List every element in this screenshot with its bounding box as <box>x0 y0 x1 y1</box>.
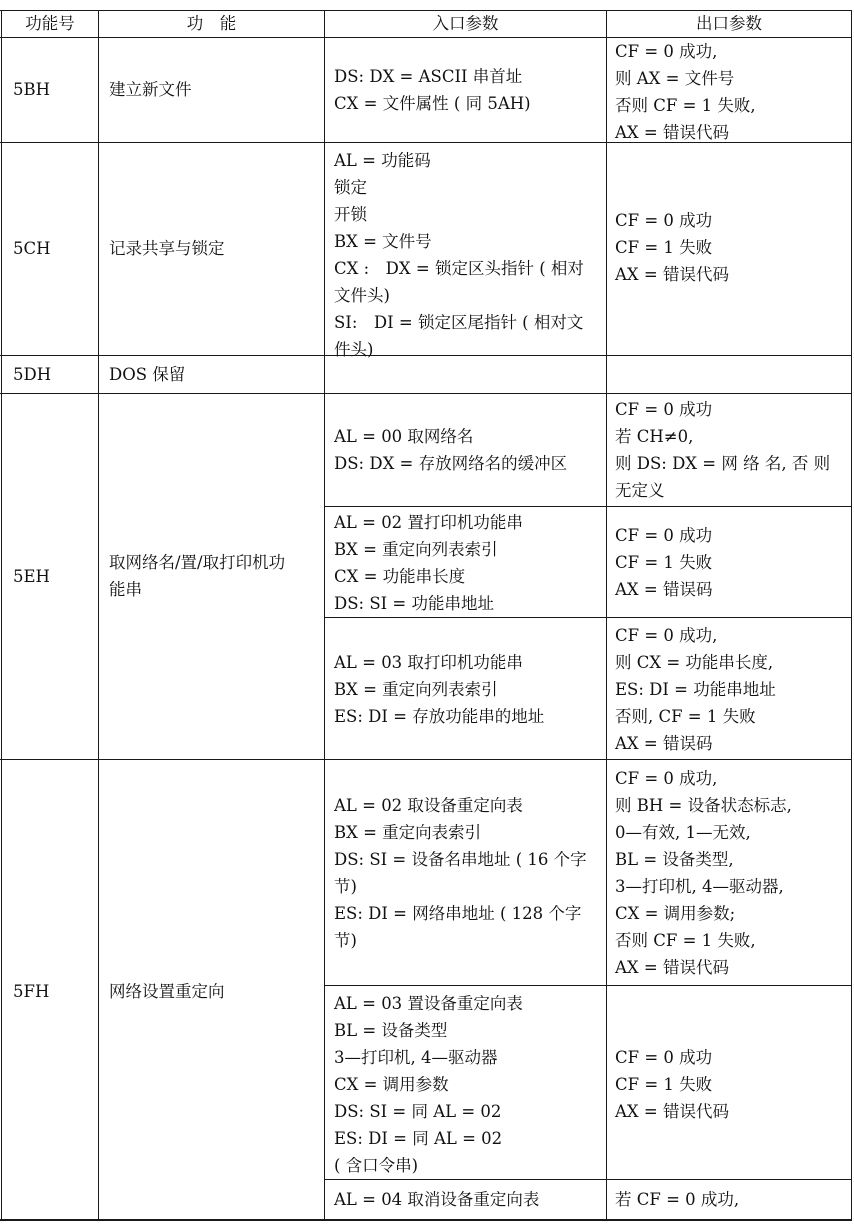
text-line: BX = 重定向列表索引 <box>334 680 498 699</box>
text-line: 文件头) <box>334 286 390 305</box>
column-rule <box>606 10 607 1220</box>
row-rule <box>325 617 852 618</box>
text-line: 网络设置重定向 <box>109 982 225 1001</box>
header-function: 功 能 <box>186 14 237 33</box>
text-line: 否则 CF = 1 失败, <box>615 96 756 115</box>
text-line: BL = 设备类型 <box>334 1021 448 1040</box>
input-cell <box>334 509 523 617</box>
text-line: DOS 保留 <box>109 365 186 384</box>
text-line: AX = 错误代码 <box>615 1102 729 1121</box>
input-cell <box>334 423 567 477</box>
text-line: 否则, CF = 1 失败 <box>615 707 756 726</box>
text-line: CF = 1 失败 <box>615 553 713 572</box>
input-cell <box>334 1186 539 1213</box>
text-line: ES: DI = 存放功能串的地址 <box>334 707 545 726</box>
text-line: DS: SI = 同 AL = 02 <box>334 1102 502 1121</box>
function-cell <box>109 978 225 1005</box>
text-line: ES: DI = 功能串地址 <box>615 680 776 699</box>
function-cell <box>109 235 225 262</box>
text-line: CF = 1 失败 <box>615 1075 713 1094</box>
output-cell <box>615 1186 739 1213</box>
text-line: AL = 03 取打印机功能串 <box>334 653 523 672</box>
output-cell <box>615 207 729 288</box>
text-line: BX = 文件号 <box>334 232 432 251</box>
text-line: AL = 02 取设备重定向表 <box>334 796 523 815</box>
text-line: BX = 重定向表索引 <box>334 823 482 842</box>
output-cell <box>615 765 792 981</box>
text-line: 若 CH≠0, <box>615 427 694 446</box>
text-line: CX = 调用参数 <box>334 1075 449 1094</box>
input-cell <box>334 147 584 363</box>
text-line: ES: DI = 网络串地址 ( 128 个字 <box>334 904 582 923</box>
header-output: 出口参数 <box>696 14 762 33</box>
output-cell <box>615 396 830 504</box>
code-cell: 5BH <box>13 80 51 99</box>
text-line: CF = 0 成功, <box>615 626 718 645</box>
text-line: 否则 CF = 1 失败, <box>615 931 756 950</box>
column-rule <box>324 10 325 1220</box>
text-line: DS: DX = ASCII 串首址 <box>334 67 523 86</box>
text-line: DS: SI = 设备名串地址 ( 16 个字 <box>334 850 587 869</box>
row-rule <box>0 393 852 394</box>
input-cell <box>334 792 587 954</box>
column-rule <box>98 10 99 1220</box>
output-cell <box>615 622 776 757</box>
text-line: CX = 调用参数; <box>615 904 736 923</box>
text-line: CF = 0 成功 <box>615 211 713 230</box>
text-line: AX = 错误代码 <box>615 958 729 977</box>
text-line: SI: DI = 锁定区尾指针 ( 相对文 <box>334 313 584 332</box>
text-line: 则 DS: DX = 网 络 名, 否 则 <box>615 454 831 473</box>
text-line: CF = 0 成功 <box>615 1048 713 1067</box>
text-line: DS: SI = 功能串地址 <box>334 594 494 613</box>
text-line: CF = 0 成功 <box>615 400 713 419</box>
text-line: CX = 文件属性 ( 同 5AH) <box>334 94 531 113</box>
text-line: ( 含口令串) <box>334 1156 419 1175</box>
function-cell <box>109 76 192 103</box>
input-cell <box>334 649 544 730</box>
row-rule <box>325 506 852 507</box>
code-cell: 5EH <box>13 567 50 586</box>
text-line: BX = 重定向列表索引 <box>334 540 498 559</box>
text-line: 节) <box>334 877 357 896</box>
text-line: AX = 错误代码 <box>615 123 729 142</box>
text-line: 锁定 <box>334 178 367 197</box>
header-input: 入口参数 <box>432 14 499 33</box>
row-rule <box>325 1179 852 1180</box>
text-line: CF = 0 成功, <box>615 769 718 788</box>
text-line: AL = 03 置设备重定向表 <box>334 994 523 1013</box>
output-cell <box>615 1044 729 1125</box>
function-cell <box>109 361 185 388</box>
output-cell <box>615 38 756 146</box>
text-line: CF = 1 失败 <box>615 238 713 257</box>
text-line: DS: DX = 存放网络名的缓冲区 <box>334 454 568 473</box>
text-line: CF = 0 成功, <box>615 42 718 61</box>
text-line: 若 CF = 0 成功, <box>615 1190 740 1209</box>
header-code: 功能号 <box>25 14 75 33</box>
text-line: 3—打印机, 4—驱动器, <box>615 877 784 896</box>
text-line: ES: DI = 同 AL = 02 <box>334 1129 503 1148</box>
code-cell: 5CH <box>13 239 51 258</box>
text-line: 节) <box>334 931 357 950</box>
text-line: 0—有效, 1—无效, <box>615 823 751 842</box>
text-line: AL = 04 取消设备重定向表 <box>334 1190 540 1209</box>
code-cell: 5FH <box>13 982 50 1001</box>
text-line: AL = 00 取网络名 <box>334 427 474 446</box>
text-line: 记录共享与锁定 <box>109 239 225 258</box>
text-line: 3—打印机, 4—驱动器 <box>334 1048 498 1067</box>
row-rule <box>325 985 852 986</box>
text-line: AX = 错误码 <box>615 580 713 599</box>
text-line: 则 CX = 功能串长度, <box>615 653 774 672</box>
text-line: BL = 设备类型, <box>615 850 734 869</box>
text-line: CX = 功能串长度 <box>334 567 466 586</box>
text-line: AX = 错误码 <box>615 734 713 753</box>
text-line: AL = 02 置打印机功能串 <box>334 513 523 532</box>
text-line: CX : DX = 锁定区头指针 ( 相对 <box>334 259 584 278</box>
text-line: CF = 0 成功 <box>615 526 713 545</box>
column-rule <box>851 10 852 1220</box>
text-line: 开锁 <box>334 205 367 224</box>
input-cell <box>334 63 531 117</box>
text-line: 件头) <box>334 340 374 359</box>
text-line: 则 BH = 设备状态标志, <box>615 796 792 815</box>
row-rule <box>0 759 852 760</box>
text-line: AX = 错误代码 <box>615 265 729 284</box>
text-line: AL = 功能码 <box>334 151 431 170</box>
text-line: 则 AX = 文件号 <box>615 69 735 88</box>
input-cell <box>334 990 523 1179</box>
text-line: 取网络名/置/取打印机功 <box>109 553 286 572</box>
text-line: 无定义 <box>615 481 665 500</box>
column-rule <box>1 10 2 1220</box>
row-rule <box>0 1219 852 1221</box>
output-cell <box>615 522 712 603</box>
text-line: 建立新文件 <box>109 80 192 99</box>
function-cell <box>109 549 285 603</box>
text-line: 能串 <box>109 580 142 599</box>
code-cell: 5DH <box>13 365 52 384</box>
